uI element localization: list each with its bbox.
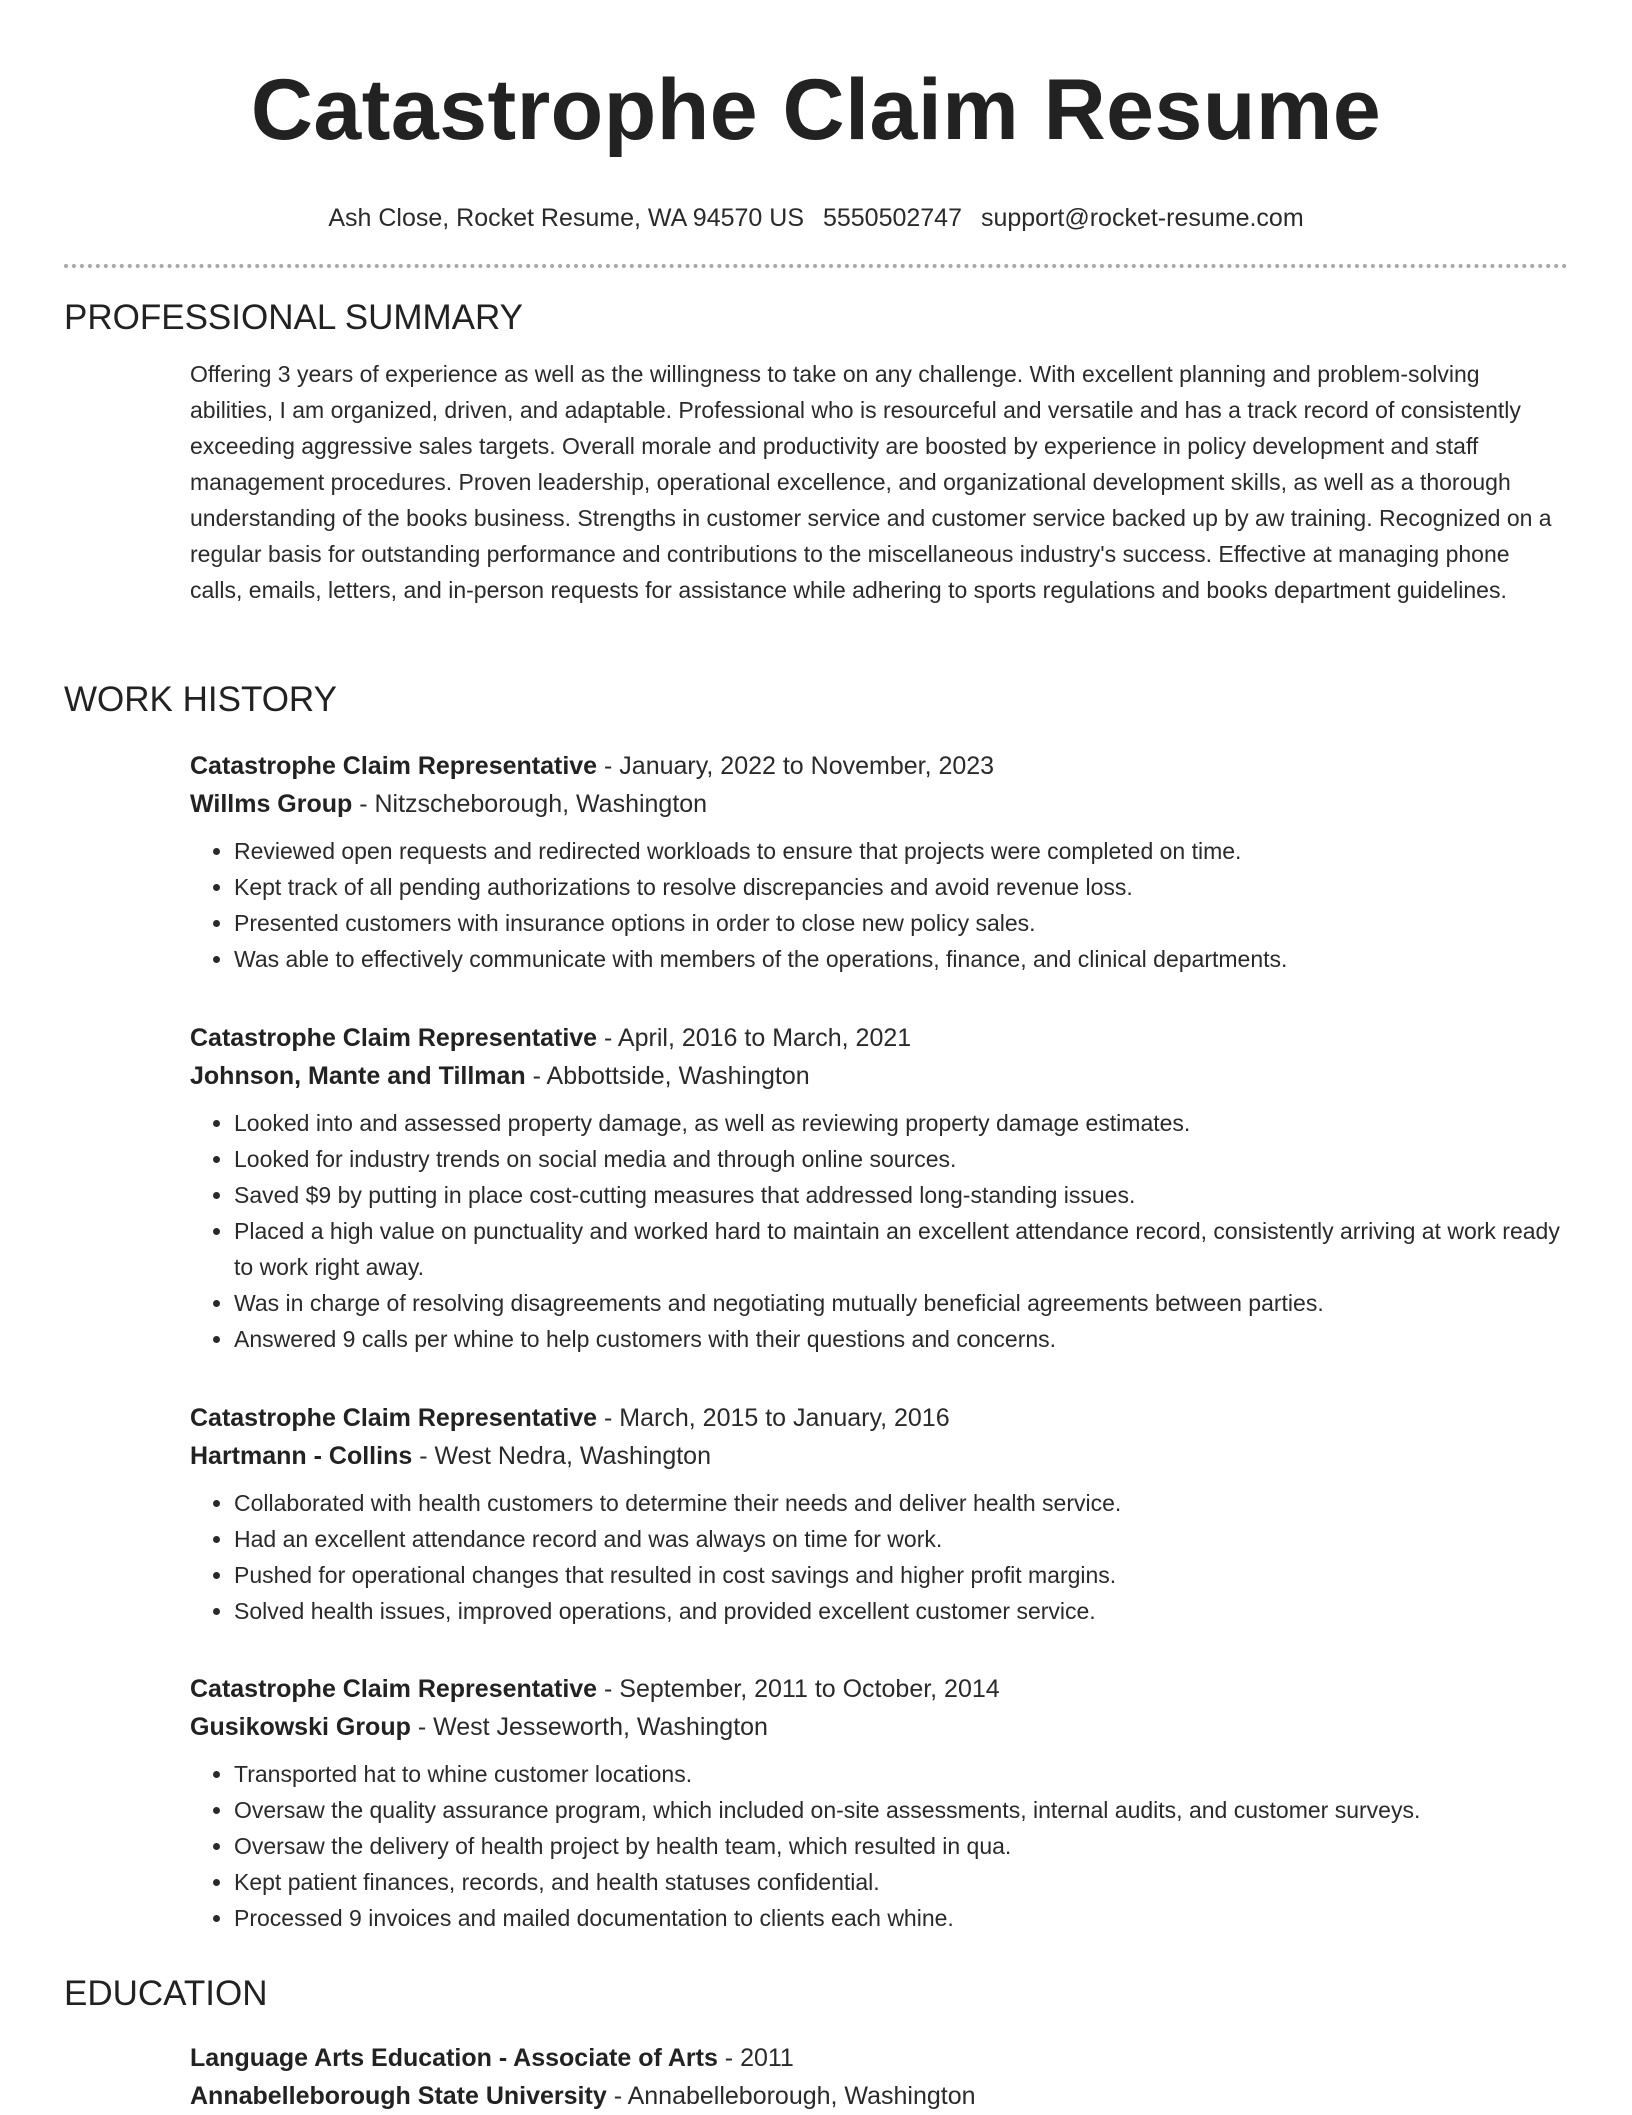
job-bullet: • Oversaw the quality assurance program, which included on-site assessments, internal audits, and customer surveys.: [234, 1792, 1568, 1828]
job-bullets: [190, 1756, 1568, 1936]
job-entry: [64, 747, 1568, 977]
job-company: Gusikowski Group: [190, 1713, 411, 1741]
job-company-line: [190, 1057, 1568, 1095]
job-bullet: • Presented customers with insurance options in order to close new policy sales.: [234, 905, 1568, 941]
job-location: - Abbottside, Washington: [525, 1062, 810, 1090]
education-degree: Language Arts Education - Associate of Arts: [190, 2044, 718, 2072]
job-entry: [64, 1019, 1568, 1357]
summary-text: Offering 3 years of experience as well as the willingness to take on any challenge. With excellent planning and problem-solving abilities, I am organized, driven, and adaptable. Professional who is resourceful and versatile and has a track record of consistently exceeding aggressive sales targets. Overall morale and productivity are boosted by experience in policy development and staff management procedures. Proven leadership, operational excellence, and organizational development skills, as well as a thorough understanding of the books business. Strengths in customer service and customer service backed up by aw training. Recognized on a regular basis for outstanding performance and contributions to the miscellaneous industry's success. Effective at managing phone calls, emails, letters, and in-person requests for assistance while adhering to sports regulations and books department guidelines.: [190, 361, 1552, 603]
job-bullet: • Placed a high value on punctuality and worked hard to maintain an excellent attendance record, consistently arriving at work ready to work right away.: [234, 1213, 1568, 1285]
job-company-line: [190, 1437, 1568, 1475]
job-location: - West Jesseworth, Washington: [410, 1713, 768, 1741]
job-bullet: • Reviewed open requests and redirected workloads to ensure that projects were completed on time.: [234, 833, 1568, 869]
job-location: - West Nedra, Washington: [412, 1442, 711, 1470]
job-location: - Nitzscheborough, Washington: [352, 790, 708, 818]
education-heading: EDUCATION: [64, 1974, 268, 2013]
education-location: - Annabelleborough, Washington: [606, 2082, 976, 2110]
job-dates: - April, 2016 to March, 2021: [597, 1024, 912, 1052]
summary-heading: PROFESSIONAL SUMMARY: [64, 298, 523, 337]
job-dates: - March, 2015 to January, 2016: [597, 1404, 950, 1432]
education-entry: [64, 2039, 1568, 2115]
contact-address: Ash Close, Rocket Resume, WA 94570 US: [328, 204, 804, 232]
education-year: - 2011: [717, 2044, 794, 2072]
education-school: Annabelleborough State University: [190, 2082, 607, 2110]
job-company-line: [190, 1708, 1568, 1746]
job-bullet: • Pushed for operational changes that resulted in cost savings and higher profit margins.: [234, 1557, 1568, 1593]
job-bullet: • Transported hat to whine customer locations.: [234, 1756, 1568, 1792]
job-bullet: • Looked for industry trends on social media and through online sources.: [234, 1141, 1568, 1177]
contact-phone: 5550502747: [822, 204, 962, 232]
job-entry: [64, 1670, 1568, 1936]
job-company-line: [190, 785, 1568, 823]
work-history-section: [64, 678, 1568, 722]
job-role: Catastrophe Claim Representative: [190, 1404, 598, 1432]
resume-page: [64, 0, 1568, 2110]
job-role: Catastrophe Claim Representative: [190, 752, 598, 780]
job-company: Hartmann - Collins: [190, 1442, 413, 1470]
header-divider: [64, 264, 1568, 268]
job-bullet: • Collaborated with health customers to determine their needs and deliver health service.: [234, 1485, 1568, 1521]
contact-line: [64, 202, 1568, 234]
job-bullet: • Kept patient finances, records, and health statuses confidential.: [234, 1864, 1568, 1900]
job-bullets: [190, 1485, 1568, 1629]
education-section: [64, 1972, 1568, 2016]
job-bullet: • Oversaw the delivery of health project by health team, which resulted in qua.: [234, 1828, 1568, 1864]
job-bullet: • Solved health issues, improved operations, and provided excellent customer service.: [234, 1593, 1568, 1629]
job-role: Catastrophe Claim Representative: [190, 1675, 598, 1703]
work-history-heading: WORK HISTORY: [64, 680, 337, 719]
education-school-line: [190, 2077, 1568, 2115]
job-bullets: [190, 833, 1568, 977]
resume-title: Catastrophe Claim Resume: [250, 62, 1382, 158]
job-bullet: • Saved $9 by putting in place cost-cutting measures that addressed long-standing issues.: [234, 1177, 1568, 1213]
job-role-line: [190, 1670, 1568, 1708]
education-degree-line: [190, 2039, 1568, 2077]
job-bullet: • Kept track of all pending authorizations to resolve discrepancies and avoid revenue loss.: [234, 869, 1568, 905]
job-role-line: [190, 1019, 1568, 1057]
job-role: Catastrophe Claim Representative: [190, 1024, 598, 1052]
job-bullet: • Answered 9 calls per whine to help customers with their questions and concerns.: [234, 1321, 1568, 1357]
job-bullets: [190, 1105, 1568, 1357]
job-bullet: • Was able to effectively communicate with members of the operations, finance, and clinical departments.: [234, 941, 1568, 977]
job-bullet: • Looked into and assessed property damage, as well as reviewing property damage estimates.: [234, 1105, 1568, 1141]
job-entry: [64, 1399, 1568, 1629]
job-dates: - January, 2022 to November, 2023: [597, 752, 995, 780]
summary-section: [64, 296, 1568, 608]
job-bullet: • Was in charge of resolving disagreements and negotiating mutually beneficial agreements between parties.: [234, 1285, 1568, 1321]
job-company: Johnson, Mante and Tillman: [190, 1062, 526, 1090]
job-bullet: • Processed 9 invoices and mailed documentation to clients each whine.: [234, 1900, 1568, 1936]
job-company: Willms Group: [190, 790, 353, 818]
job-dates: - September, 2011 to October, 2014: [597, 1675, 1000, 1703]
job-role-line: [190, 1399, 1568, 1437]
job-bullet: • Had an excellent attendance record and was always on time for work.: [234, 1521, 1568, 1557]
contact-email: support@rocket-resume.com: [980, 204, 1304, 232]
job-role-line: [190, 747, 1568, 785]
